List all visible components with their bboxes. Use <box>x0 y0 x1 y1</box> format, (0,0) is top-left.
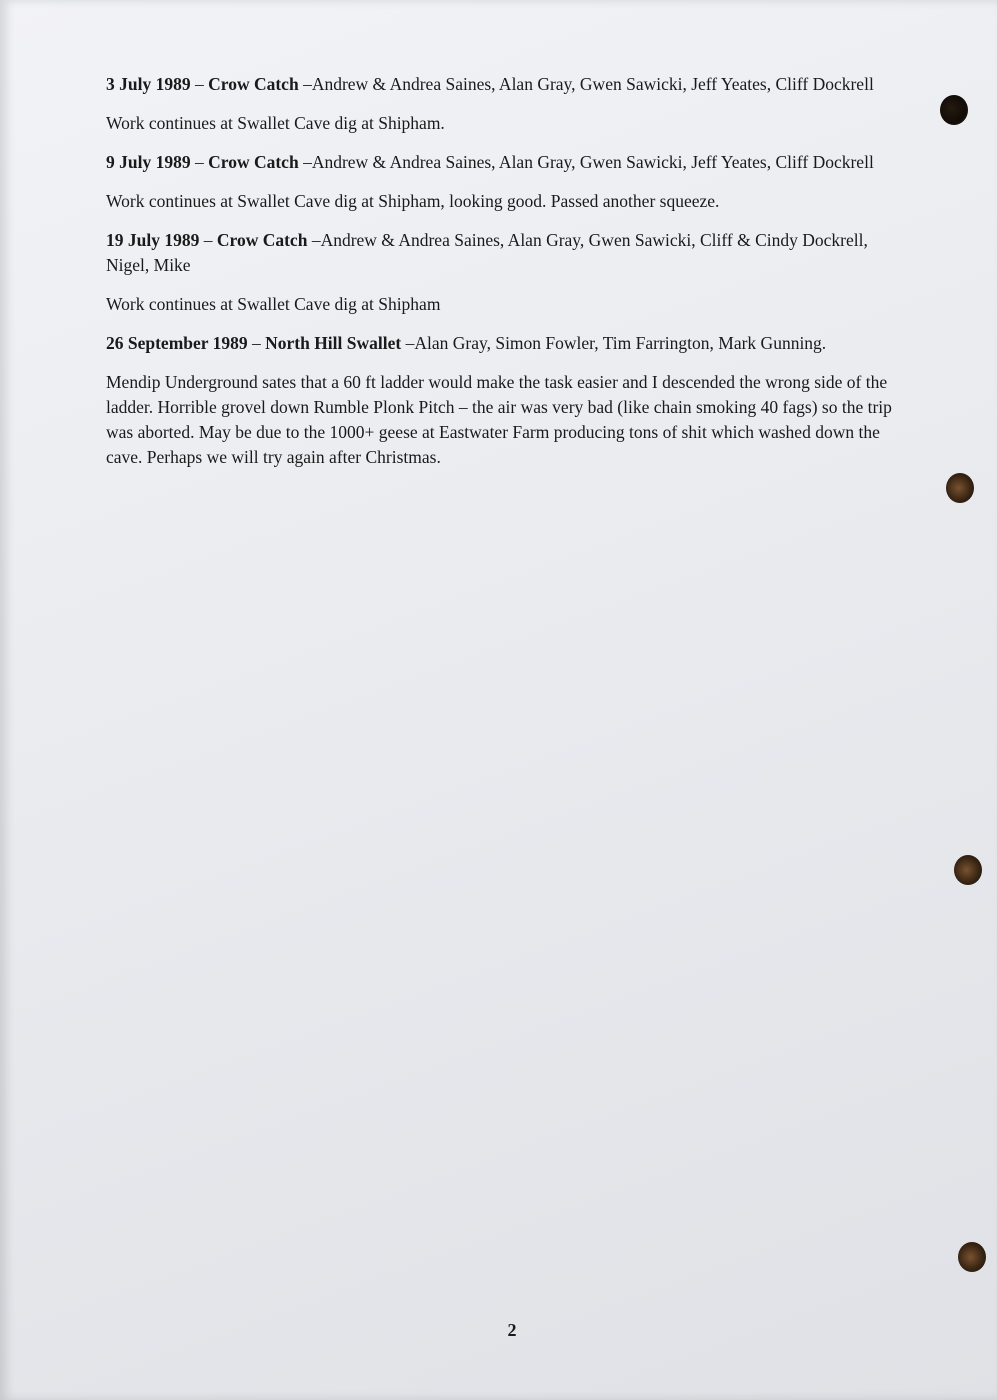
punch-hole <box>958 1242 986 1272</box>
entry-separator: – <box>247 333 266 353</box>
entry-participants: –Andrew & Andrea Saines, Alan Gray, Gwen Sawicki, Cliff & Cindy Dockrell, Nigel, Mike <box>106 230 868 275</box>
entry-date: 19 July 1989 <box>106 230 200 250</box>
punch-hole <box>940 95 968 125</box>
entry-date: 3 July 1989 <box>106 74 191 94</box>
entry-heading <box>106 331 906 356</box>
entry-text: Work continues at Swallet Cave dig at Shipham. <box>106 113 445 133</box>
entry-separator: – <box>190 74 209 94</box>
entry-text: Mendip Underground sates that a 60 ft ladder would make the task easier and I descended the wrong side of the ladder. Horrible grovel down Rumble Plonk Pitch – the air was very bad (like chain smoking 40 fags) so the trip was aborted. May be due to the 1000+ geese at Eastwater Farm producing tons of shit which washed down the cave. Perhaps we will try again after Christmas. <box>106 372 892 467</box>
logbook-content <box>106 72 906 484</box>
entry-heading <box>106 150 906 175</box>
entry-location: Crow Catch <box>216 230 308 250</box>
entry-date: 26 September 1989 <box>106 333 248 353</box>
page-number: 2 <box>507 1320 517 1340</box>
entry-separator: – <box>199 230 217 250</box>
entry-participants: –Andrew & Andrea Saines, Alan Gray, Gwen Sawicki, Jeff Yeates, Cliff Dockrell <box>298 152 874 172</box>
entry-text: Work continues at Swallet Cave dig at Shipham, looking good. Passed another squeeze. <box>106 191 720 211</box>
entry-text: Work continues at Swallet Cave dig at Shipham <box>106 294 441 314</box>
punch-hole <box>954 855 982 885</box>
punch-hole <box>946 473 974 503</box>
entry-participants: –Andrew & Andrea Saines, Alan Gray, Gwen Sawicki, Jeff Yeates, Cliff Dockrell <box>298 74 874 94</box>
entry-heading <box>106 228 906 278</box>
entry-heading <box>106 72 906 97</box>
entry-separator: – <box>190 152 209 172</box>
entry-date: 9 July 1989 <box>106 152 191 172</box>
entry-location: Crow Catch <box>208 152 299 172</box>
entry-location: North Hill Swallet <box>265 333 402 353</box>
entry-participants: –Alan Gray, Simon Fowler, Tim Farrington, Mark Gunning. <box>401 333 827 353</box>
entry-location: Crow Catch <box>208 74 299 94</box>
